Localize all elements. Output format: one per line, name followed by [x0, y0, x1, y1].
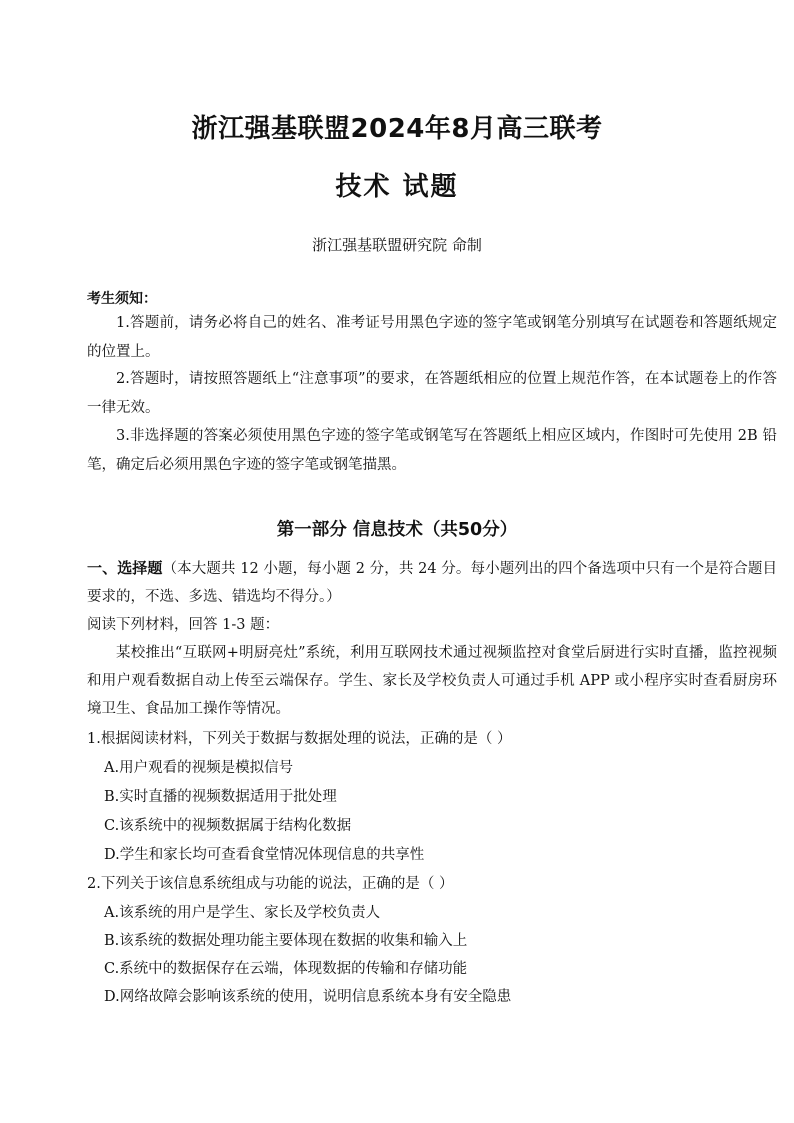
question-type-label: 一、选择题	[87, 559, 163, 577]
question-2-option-c: C.系统中的数据保存在云端，体现数据的传输和存储功能	[104, 961, 468, 977]
question-2-option-d: D.网络故障会影响该系统的使用，说明信息系统本身有安全隐患	[104, 989, 512, 1005]
question-2-option-b: B.该系统的数据处理功能主要体现在数据的收集和输入上	[104, 933, 468, 949]
question-1-option-b: B.实时直播的视频数据适用于批处理	[104, 789, 337, 805]
question-2-stem: 2.下列关于该信息系统组成与功能的说法，正确的是（ ）	[87, 876, 454, 892]
reading-material: 某校推出“互联网+明厨亮灶”系统，利用互联网技术通过视频监控对食堂后厨进行实时直播，监控视频和用户观看数据自动上传至云端保存。学生、家长及学校负责人可通过手机 APP 或小程序实时查看厨房环境卫生、食品加工操作等情况。	[87, 645, 777, 717]
notice-item-3: 3.非选择题的答案必须使用黑色字迹的签字笔或钢笔写在答题纸上相应区域内，作图时可先使用 2B 铅笔，确定后必须用黑色字迹的签字笔或钢笔描黑。	[87, 428, 777, 473]
exam-publisher: 浙江强基联盟研究院 命制	[312, 236, 482, 254]
exam-title: 浙江强基联盟2024年8月高三联考	[191, 114, 603, 144]
notice-item-1: 1.答题前，请务必将自己的姓名、准考证号用黑色字迹的签字笔或钢笔分别填写在试题卷和答题纸规定的位置上。	[87, 315, 777, 360]
question-1-option-c: C.该系统中的视频数据属于结构化数据	[104, 818, 352, 834]
question-1-stem: 1.根据阅读材料，下列关于数据与数据处理的说法，正确的是（ ）	[87, 731, 512, 747]
question-1-option-a: A.用户观看的视频是模拟信号	[104, 760, 294, 776]
notice-heading: 考生须知：	[87, 291, 157, 307]
reading-prompt: 阅读下列材料，回答 1-3 题：	[87, 617, 280, 633]
section-title: 第一部分 信息技术（共50分）	[276, 520, 518, 540]
notice-item-2: 2.答题时，请按照答题纸上“注意事项”的要求，在答题纸相应的位置上规范作答，在本试题卷上的作答一律无效。	[87, 371, 777, 416]
question-2-option-a: A.该系统的用户是学生、家长及学校负责人	[104, 905, 381, 921]
question-type-intro	[87, 554, 777, 611]
exam-subtitle: 技术 试题	[335, 172, 459, 202]
question-type-description: （本大题共 12 小题，每小题 2 分，共 24 分。每小题列出的四个备选项中只有一个是符合题目要求的，不选、多选、错选均不得分。）	[87, 561, 777, 605]
question-1-option-d: D.学生和家长均可查看食堂情况体现信息的共享性	[104, 847, 425, 863]
